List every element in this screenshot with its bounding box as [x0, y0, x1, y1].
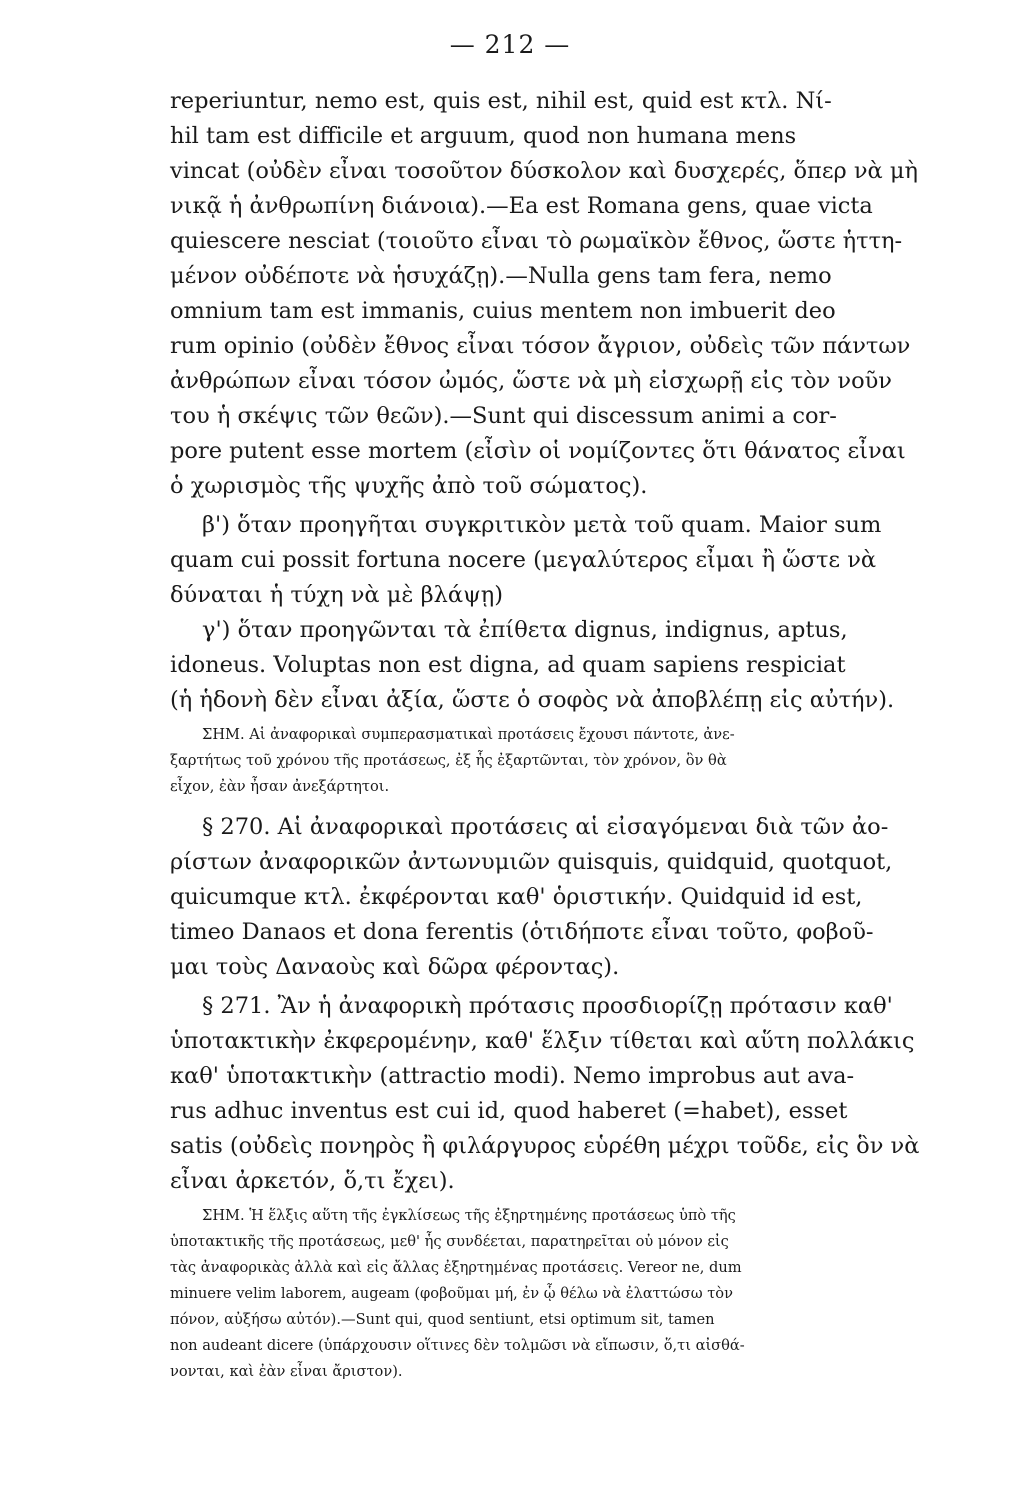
text-line: πόνον, αὐξήσω αὐτόν).—Sunt qui, quod sentiunt, etsi optimum sit, tamen	[170, 1311, 715, 1328]
text-line: δύναται ἡ τύχη νὰ μὲ βλάψῃ)	[170, 582, 503, 608]
text-line: (ἡ ἡδονὴ δὲν εἶναι ἀξία, ὥστε ὁ σοφὸς νὰ ἀποβλέπῃ εἰς αὐτήν).	[170, 687, 895, 713]
text-line: omnium tam est immanis, cuius mentem non imbuerit deo	[170, 298, 836, 324]
text-line: quicumque κτλ. ἐκφέρονται καθ' ὁριστικήν. Quidquid id est,	[170, 884, 863, 910]
text-line: pore putent esse mortem (εἶσὶν οἱ νομίζοντες ὅτι θάνατος εἶναι	[170, 438, 906, 464]
text-line: rus adhuc inventus est cui id, quod haberet (=habet), esset	[170, 1098, 848, 1124]
text-line: ἀνθρώπων εἶναι τόσον ὠμός, ὥστε νὰ μὴ εἰσχωρῇ εἰς τὸν νοῦν	[170, 368, 892, 394]
note-2	[170, 1203, 960, 1385]
text-line: ὑποτακτικὴν ἐκφερομένην, καθ' ἕλξιν τίθεται καὶ αὕτη πολλάκις	[170, 1028, 915, 1054]
text-line: νικᾷ ἡ ἀνθρωπίνη διάνοια).—Ea est Romana gens, quae victa	[170, 193, 873, 219]
text-line: ξαρτήτως τοῦ χρόνου τῆς προτάσεως, ἐξ ἧς ἐξαρτῶνται, τὸν χρόνον, ὃν θὰ	[170, 752, 727, 769]
text-line: ὑποτακτικῆς τῆς προτάσεως, μεθ' ἧς συνδέεται, παρατηρεῖται οὐ μόνον εἰς	[170, 1233, 729, 1250]
text-line: τὰς ἀναφορικὰς ἀλλὰ καὶ εἰς ἄλλας ἐξηρτημένας προτάσεις. Vereor ne, dum	[170, 1259, 742, 1276]
text-line: ὁ χωρισμὸς τῆς ψυχῆς ἀπὸ τοῦ σώματος).	[170, 473, 648, 499]
text-line: idoneus. Voluptas non est digna, ad quam sapiens respiciat	[170, 652, 846, 678]
text-line: ΣΗΜ. Αἱ ἀναφορικαὶ συμπερασματικαὶ προτάσεις ἔχουσι πάντοτε, ἀνε-	[202, 726, 735, 743]
text-line: εἶναι ἀρκετόν, ὅ,τι ἔχει).	[170, 1168, 455, 1194]
text-line: μένον οὐδέποτε νὰ ἡσυχάζῃ).—Nulla gens tam fera, nemo	[170, 263, 832, 289]
section-270	[170, 810, 960, 985]
text-line: satis (οὐδεὶς πονηρὸς ἢ φιλάργυρος εὑρέθη μέχρι τοῦδε, εἰς ὃν νὰ	[170, 1133, 920, 1159]
text-line: minuere velim laborem, augeam (φοβοῦμαι μή, ἐν ᾧ θέλω νὰ ἐλαττώσω τὸν	[170, 1285, 733, 1302]
page-body	[170, 84, 960, 1385]
text-line: β') ὅταν προηγῆται συγκριτικὸν μετὰ τοῦ quam. Maior sum	[202, 512, 882, 538]
text-line: reperiuntur, nemo est, quis est, nihil est, quid est κτλ. Νί-	[170, 88, 832, 114]
text-line: rum opinio (οὐδὲν ἔθνος εἶναι τόσον ἄγριον, οὐδεὶς τῶν πάντων	[170, 333, 911, 359]
text-line: § 271. Ἂν ἡ ἀναφορικὴ πρότασις προσδιορίζῃ πρότασιν καθ'	[202, 993, 893, 1019]
text-line: non audeant dicere (ὑπάρχουσιν οἵτινες δὲν τολμῶσι νὰ εἴπωσιν, ὅ,τι αἰσθά-	[170, 1337, 745, 1354]
text-line: του ἡ σκέψις τῶν θεῶν).—Sunt qui discessum animi a cor-	[170, 403, 837, 429]
text-line: quam cui possit fortuna nocere (μεγαλύτερος εἶμαι ἢ ὥστε νὰ	[170, 547, 877, 573]
text-line: νονται, καὶ ἐὰν εἶναι ἄριστον).	[170, 1363, 403, 1380]
text-line: timeo Danaos et dona ferentis (ὁτιδήποτε εἶναι τοῦτο, φοβοῦ-	[170, 919, 874, 945]
text-line: ρίστων ἀναφορικῶν ἀντωνυμιῶν quisquis, quidquid, quotquot,	[170, 849, 893, 875]
text-line: μαι τοὺς Δαναοὺς καὶ δῶρα φέροντας).	[170, 954, 620, 980]
text-line: § 270. Αἱ ἀναφορικαὶ προτάσεις αἱ εἰσαγόμεναι διὰ τῶν ἀο-	[202, 814, 889, 840]
text-line: vincat (οὐδὲν εἶναι τοσοῦτον δύσκολον καὶ δυσχερές, ὅπερ νὰ μὴ	[170, 158, 919, 184]
note-1	[170, 722, 960, 800]
paragraph-beta	[170, 508, 960, 613]
paragraph-continuation	[170, 84, 960, 504]
section-271	[170, 989, 960, 1199]
text-line: καθ' ὑποτακτικὴν (attractio modi). Nemo improbus aut ava-	[170, 1063, 855, 1089]
text-line: εἶχον, ἐὰν ἦσαν ἀνεξάρτητοι.	[170, 778, 390, 795]
text-line: hil tam est difficile et arguum, quod non humana mens	[170, 123, 797, 149]
paragraph-gamma	[170, 613, 960, 718]
page-number: — 212 —	[449, 30, 571, 59]
text-line: ΣΗΜ. Ἡ ἕλξις αὕτη τῆς ἐγκλίσεως τῆς ἐξηρτημένης προτάσεως ὑπὸ τῆς	[202, 1207, 736, 1224]
text-line: γ') ὅταν προηγῶνται τὰ ἐπίθετα dignus, indignus, aptus,	[202, 617, 848, 643]
text-line: quiescere nesciat (τοιοῦτο εἶναι τὸ ρωμαϊκὸν ἔθνος, ὥστε ἡττη-	[170, 228, 903, 254]
